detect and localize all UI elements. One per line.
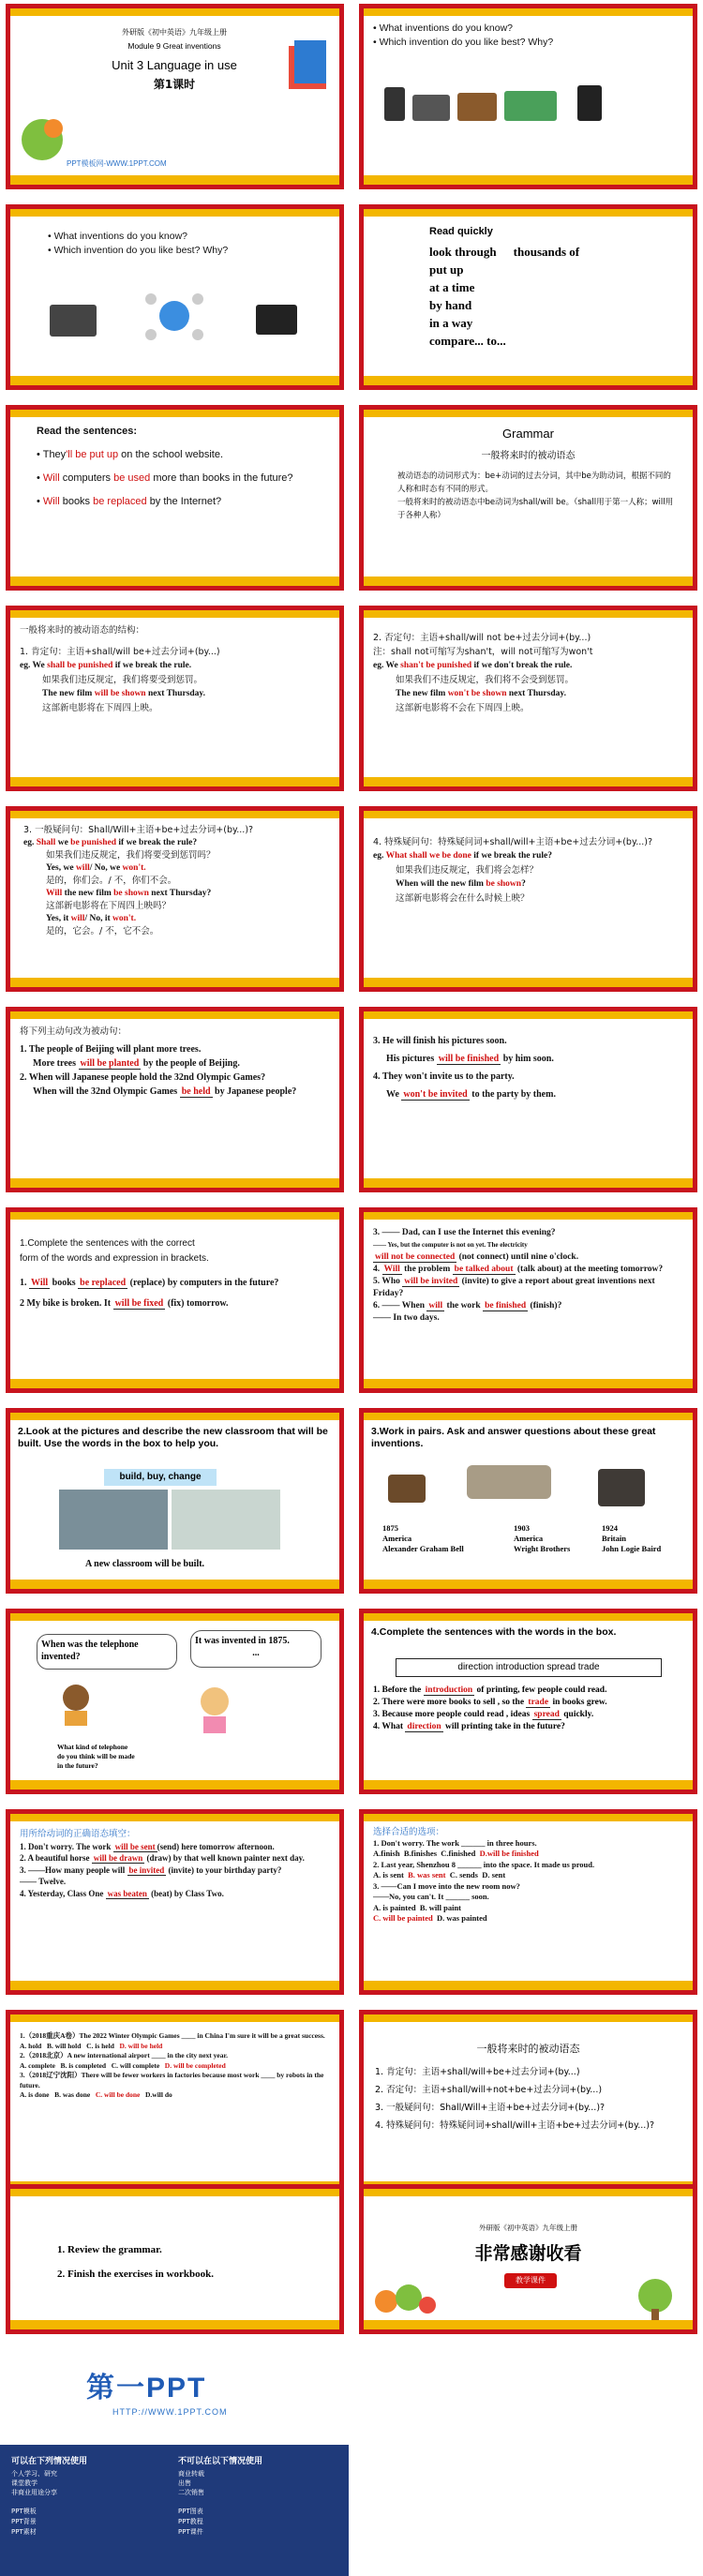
projector-icon bbox=[457, 93, 497, 121]
allowed-list: 个人学习、研究 课堂教学 非商业用途分享 bbox=[11, 2470, 57, 2496]
rule-4: 4. 特殊疑问句：特殊疑问词+shall/will+主语+be+过去分词+(by...)? bbox=[375, 2120, 655, 2131]
slide-15 bbox=[6, 1408, 344, 1594]
question-6: 6. —— When will the work be finished (finish)? bbox=[373, 1301, 562, 1310]
instruction: 用所给动词的正确语态填空： bbox=[20, 1829, 136, 1839]
question-4: 4. Will the problem be talked about (talk about) at the meeting tomorrow? bbox=[373, 1265, 664, 1274]
question-3: 3. ——How many people will be invited (invite) to your birthday party? bbox=[20, 1865, 282, 1875]
question-2: 2. There were more books to sell , so the trade in books grew. bbox=[373, 1698, 607, 1707]
homework-1: 1. Review the grammar. bbox=[57, 2244, 162, 2255]
site-url: PPT模板网-WWW.1PPT.COM bbox=[67, 159, 167, 168]
question-2: • Which invention do you like best? Why? bbox=[373, 37, 554, 48]
example-2-translation: 这部新电影将会在什么时候上映？ bbox=[396, 893, 530, 904]
instruction: 4.Complete the sentences with the words in the box. bbox=[371, 1626, 617, 1638]
question-3-reply: ——No, you can't. It ______ soon. bbox=[373, 1892, 489, 1901]
slide-14 bbox=[359, 1207, 697, 1393]
television-icon bbox=[598, 1469, 645, 1506]
new-classroom-photo bbox=[172, 1490, 280, 1550]
slide-24 bbox=[359, 2184, 697, 2334]
answer-2: Yes, it will/ No, it won't. bbox=[46, 913, 137, 923]
question-4: 4. Yesterday, Class One was beaten (beat) by Class Two. bbox=[20, 1888, 224, 1898]
question-2: 2. When will Japanese people hold the 32nd Olympic Games? bbox=[20, 1072, 266, 1083]
maps-icon bbox=[504, 91, 557, 121]
example-2: Will the new film be shown next Thursday? bbox=[46, 888, 212, 898]
phrase-1: look through bbox=[429, 245, 497, 259]
slide-8 bbox=[359, 606, 697, 791]
slide-13 bbox=[6, 1207, 344, 1393]
airplane-icon bbox=[467, 1465, 551, 1499]
example-1: eg. We shan't be punished if we don't break the rule. bbox=[373, 661, 573, 670]
telephone-icon bbox=[388, 1475, 426, 1503]
question-1: 1.（2018重庆A卷）The 2022 Winter Olympic Games ____ in China I'm sure it will be a great success. bbox=[20, 2031, 325, 2040]
old-classroom-photo bbox=[59, 1490, 168, 1550]
example-2-translation: 这部新电影将在下周四上映。 bbox=[42, 703, 158, 713]
slide-3 bbox=[6, 204, 344, 390]
answer-3: His pictures will be finished by him soon. bbox=[386, 1054, 554, 1064]
series: 外研版《初中英语》九年级上册 bbox=[122, 28, 227, 37]
question-1: 1. The people of Beijing will plant more trees. bbox=[20, 1044, 202, 1055]
slide-23 bbox=[6, 2184, 344, 2334]
slide-title: Read quickly bbox=[429, 226, 493, 237]
question-3-options: A. is painted B. will paint bbox=[373, 1902, 462, 1912]
note: 注：shall not可缩写为shan't，will not可缩写为won't bbox=[373, 647, 593, 657]
slide-10 bbox=[359, 806, 697, 992]
question-3-line-2: —— Yes, but the computer is not on yet. The electricity bbox=[373, 1241, 528, 1249]
paragraph-1: 被动语态的动词形式为：be+动词的过去分词，其中be为助动词，根据不同的人称和时态有不同的形式。 bbox=[397, 472, 671, 494]
slide-20 bbox=[359, 1809, 697, 1995]
question-1-options: A.finish B.finishes C.finished D.will be finished bbox=[373, 1849, 539, 1858]
rule: 2. 否定句：主语+shall/will not be+过去分词+(by...) bbox=[373, 633, 591, 643]
pencil-decoration-icon bbox=[14, 112, 70, 168]
speech-bubble-2: It was invented in 1875. ... bbox=[190, 1630, 322, 1668]
phrase-2: thousands of bbox=[513, 245, 580, 259]
rule-1: 1. 肯定句：主语+shall/will+be+过去分词+(by...) bbox=[375, 2067, 580, 2077]
series: 外研版《初中英语》九年级上册 bbox=[479, 2224, 577, 2232]
slide-19 bbox=[6, 1809, 344, 1995]
slide-5 bbox=[6, 405, 344, 591]
tree-decoration-icon bbox=[627, 2275, 683, 2320]
link-list-right[interactable]: PPT图表 PPT教程 PPT课件 bbox=[178, 2508, 203, 2536]
slide-7 bbox=[6, 606, 344, 791]
phrase-7: compare... to... bbox=[429, 334, 506, 348]
rule-3: 3. 一般疑问句：Shall/Will+主语+be+过去分词+(by...)? bbox=[375, 2103, 606, 2113]
example-1-translation: 如果我们违反规定，我们将要受到惩罚吗？ bbox=[46, 850, 216, 861]
example-1-translation: 如果我们违反规定，我们将会怎样？ bbox=[396, 865, 539, 876]
question-2-options: A. is sent B. was sent C. sends D. sent bbox=[373, 1870, 506, 1880]
phrase-6: in a way bbox=[429, 316, 473, 330]
instruction-1: 1.Complete the sentences with the correct bbox=[20, 1238, 195, 1249]
flower-decoration-icon bbox=[371, 2279, 437, 2320]
link-list-left[interactable]: PPT模板 PPT背景 PPT素材 bbox=[11, 2508, 37, 2536]
unit-title: Unit 3 Language in use bbox=[112, 58, 237, 72]
question-4: 4. What direction will printing take in the future? bbox=[373, 1722, 565, 1731]
slide-title: 一般将来时的被动语态 bbox=[476, 2043, 580, 2055]
question-1: 1. Don't worry. The work will be sent (send) here tomorrow afternoon. bbox=[20, 1841, 275, 1851]
slide-21 bbox=[6, 2010, 344, 2195]
example-1: eg. We shall be punished if we break the rule. bbox=[20, 661, 192, 670]
caption: What kind of telephone do you think will be made in the future? bbox=[57, 1743, 135, 1770]
example-2-translation: 这部新电影将不会在下周四上映。 bbox=[396, 703, 530, 713]
slide-2 bbox=[359, 4, 697, 189]
instruction: 选择合适的选项： bbox=[373, 1827, 445, 1837]
thanks-title: 非常感谢收看 bbox=[474, 2243, 582, 2264]
slide-16 bbox=[359, 1408, 697, 1594]
book-decoration-icon bbox=[285, 37, 332, 93]
question-6-reply: —— In two days. bbox=[373, 1313, 440, 1323]
question-1: • What inventions do you know? bbox=[48, 231, 188, 242]
camera-icon bbox=[412, 95, 450, 121]
module-title: Module 9 Great inventions bbox=[127, 41, 221, 51]
question-2: 2. Last year, Shenzhou 8 ______ into the space. It made us proud. bbox=[373, 1859, 595, 1869]
example-2: The new film will be shown next Thursday. bbox=[42, 689, 206, 698]
footer-band bbox=[0, 2445, 349, 2576]
example-2-translation: 这部新电影将在下周四上映吗？ bbox=[46, 901, 172, 911]
sentence-2: • Will computers be used more than books in the future? bbox=[37, 472, 293, 484]
phrase-5: by hand bbox=[429, 298, 472, 312]
sentence-3: • Will books be replaced by the Internet? bbox=[37, 496, 222, 507]
example-1: eg. Shall we be punished if we break the rule? bbox=[23, 837, 198, 847]
network-icon bbox=[142, 288, 207, 344]
invention-1: 1875 America Alexander Graham Bell bbox=[382, 1523, 464, 1553]
camera-icon bbox=[256, 305, 297, 335]
speech-bubble-1: When was the telephone invented? bbox=[37, 1634, 177, 1670]
phone-icon bbox=[577, 85, 602, 121]
instruction: 2.Look at the pictures and describe the new classroom that will be built. Use the words in the box to help you. bbox=[18, 1426, 328, 1449]
question-1: 1. Before the introduction of printing, few people could read. bbox=[373, 1685, 607, 1695]
option-c: C. will be painted bbox=[373, 1913, 433, 1923]
word-box: build, buy, change bbox=[104, 1469, 217, 1486]
instruction: 将下列主动句改为被动句： bbox=[20, 1026, 127, 1037]
question-2: 2 My bike is broken. It will be fixed (fix) tomorrow. bbox=[20, 1298, 229, 1309]
slide-title: Grammar bbox=[502, 427, 554, 441]
option-d: D. was painted bbox=[437, 1913, 487, 1923]
word-box: direction introduction spread trade bbox=[396, 1658, 662, 1677]
subtitle: 一般将来时的被动语态 bbox=[481, 451, 576, 461]
slide-9 bbox=[6, 806, 344, 992]
example-1: eg. What shall we be done if we break the rule? bbox=[373, 851, 552, 861]
rule: 1. 肯定句：主语+shall/will be+过去分词+(by...) bbox=[20, 647, 220, 657]
slide-6 bbox=[359, 405, 697, 591]
answer-1: Yes, we will/ No, we won't. bbox=[46, 862, 146, 873]
question-3-options: A. is done B. was done C. will be done D.will do bbox=[20, 2090, 172, 2099]
question-3: 3. ——Can I move into the new room now? bbox=[373, 1880, 520, 1891]
invention-3: 1924 Britain John Logie Baird bbox=[602, 1523, 662, 1553]
question-5: 5. Who will be invited (invite) to give a report about great inventions next Friday? bbox=[373, 1277, 655, 1298]
question-1: 1. Don't worry. The work ______ in three hours. bbox=[373, 1837, 537, 1848]
question-1-options: A. hold B. will hold C. is held D. will be held bbox=[20, 2041, 163, 2050]
question-2: 2.（2018北京）A new international airport ____ in the city next year. bbox=[20, 2051, 229, 2059]
slide-4 bbox=[359, 204, 697, 390]
allowed-title: 可以在下列情况使用 bbox=[11, 2457, 88, 2466]
phrase-3: put up bbox=[429, 262, 464, 277]
question-3: 3.（2018辽宁沈阳）There will be fewer workers in factories because most work ____ by robots in the future. bbox=[20, 2071, 324, 2089]
ereader-icon bbox=[384, 87, 405, 121]
question-4: 4. They won't invite us to the party. bbox=[373, 1071, 515, 1082]
slide-22 bbox=[359, 2010, 697, 2195]
question-3: 3. Because more people could read , ideas spread quickly. bbox=[373, 1710, 594, 1719]
question-3: 3. He will finish his pictures soon. bbox=[373, 1036, 507, 1046]
question-2: • Which invention do you like best? Why? bbox=[48, 245, 229, 256]
instruction-2: form of the words and expression in brackets. bbox=[20, 1253, 209, 1264]
footer-url: HTTP://WWW.1PPT.COM bbox=[112, 2407, 228, 2417]
answer-1: More trees will be planted by the people of Beijing. bbox=[33, 1058, 240, 1069]
slide-title: Read the sentences: bbox=[37, 426, 137, 437]
forbidden-list: 商业转载 出售 二次销售 bbox=[178, 2470, 204, 2496]
rule: 3. 一般疑问句：Shall/Will+主语+be+过去分词+(by...)? bbox=[23, 825, 254, 835]
question-1: 1. Will books be replaced (replace) by computers in the future? bbox=[20, 1278, 279, 1288]
slide-1 bbox=[6, 4, 344, 189]
answer-2-translation: 是的，它会。/ 不，它不会。 bbox=[46, 926, 159, 936]
structure-title: 一般将来时的被动语态的结构： bbox=[20, 625, 145, 636]
answer-2: When will the 32nd Olympic Games be held by Japanese people? bbox=[33, 1086, 297, 1097]
question-1: • What inventions do you know? bbox=[373, 22, 514, 34]
courseware-badge: 教学课件 bbox=[504, 2273, 557, 2288]
example-1-translation: 如果我们不违反规定，我们将不会受到惩罚。 bbox=[396, 675, 575, 685]
slide-17 bbox=[6, 1609, 344, 1794]
girl-icon bbox=[194, 1683, 235, 1735]
slide-12 bbox=[359, 1007, 697, 1192]
rule-2: 2. 否定句：主语+shall/will+not+be+过去分词+(by...) bbox=[375, 2085, 603, 2095]
question-3: 3. —— Dad, can I use the Internet this evening? bbox=[373, 1228, 556, 1237]
example-2: When will the new film be shown? bbox=[396, 879, 526, 889]
answer-1-translation: 是的，你们会。/ 不，你们不会。 bbox=[46, 876, 177, 886]
slide-18 bbox=[359, 1609, 697, 1794]
example-1-translation: 如果我们违反规定，我们将要受到惩罚。 bbox=[42, 675, 203, 685]
question-2: 2. A beautiful horse will be drawn (draw) by that well known painter next day. bbox=[20, 1853, 305, 1863]
phrase-4: at a time bbox=[429, 280, 475, 294]
slide-11 bbox=[6, 1007, 344, 1192]
question-3-answer: will not be connected (not connect) until nine o'clock. bbox=[375, 1252, 579, 1262]
question-2-options: A. complete B. is completed C. will complete D. will be completed bbox=[20, 2060, 226, 2070]
footer-ad bbox=[0, 2334, 349, 2576]
sentence-1: • They'll be put up on the school website. bbox=[37, 449, 224, 460]
lesson: 第1课时 bbox=[153, 78, 196, 91]
answer-4: We won't be invited to the party by them. bbox=[386, 1089, 556, 1100]
rule: 4. 特殊疑问句：特殊疑问词+shall/will+主语+be+过去分词+(by...)? bbox=[373, 837, 653, 847]
paragraph-2: 一般将来时的被动语态中be动词为shall/will be。（shall用于第一人称；will用于各种人称） bbox=[397, 498, 674, 520]
homework-2: 2. Finish the exercises in workbook. bbox=[57, 2269, 214, 2280]
invention-2: 1903 America Wright Brothers bbox=[514, 1523, 571, 1553]
instruction: 3.Work in pairs. Ask and answer questions about these great inventions. bbox=[371, 1426, 656, 1449]
example-2: The new film won't be shown next Thursday. bbox=[396, 689, 566, 698]
forbidden-title: 不可以在以下情况使用 bbox=[178, 2457, 263, 2466]
question-3-reply: —— Twelve. bbox=[20, 1877, 67, 1886]
laptop-icon bbox=[50, 305, 97, 337]
footer-logo: 第一PPT bbox=[86, 2373, 207, 2404]
boy-icon bbox=[57, 1681, 95, 1728]
answer: A new classroom will be built. bbox=[85, 1559, 205, 1569]
